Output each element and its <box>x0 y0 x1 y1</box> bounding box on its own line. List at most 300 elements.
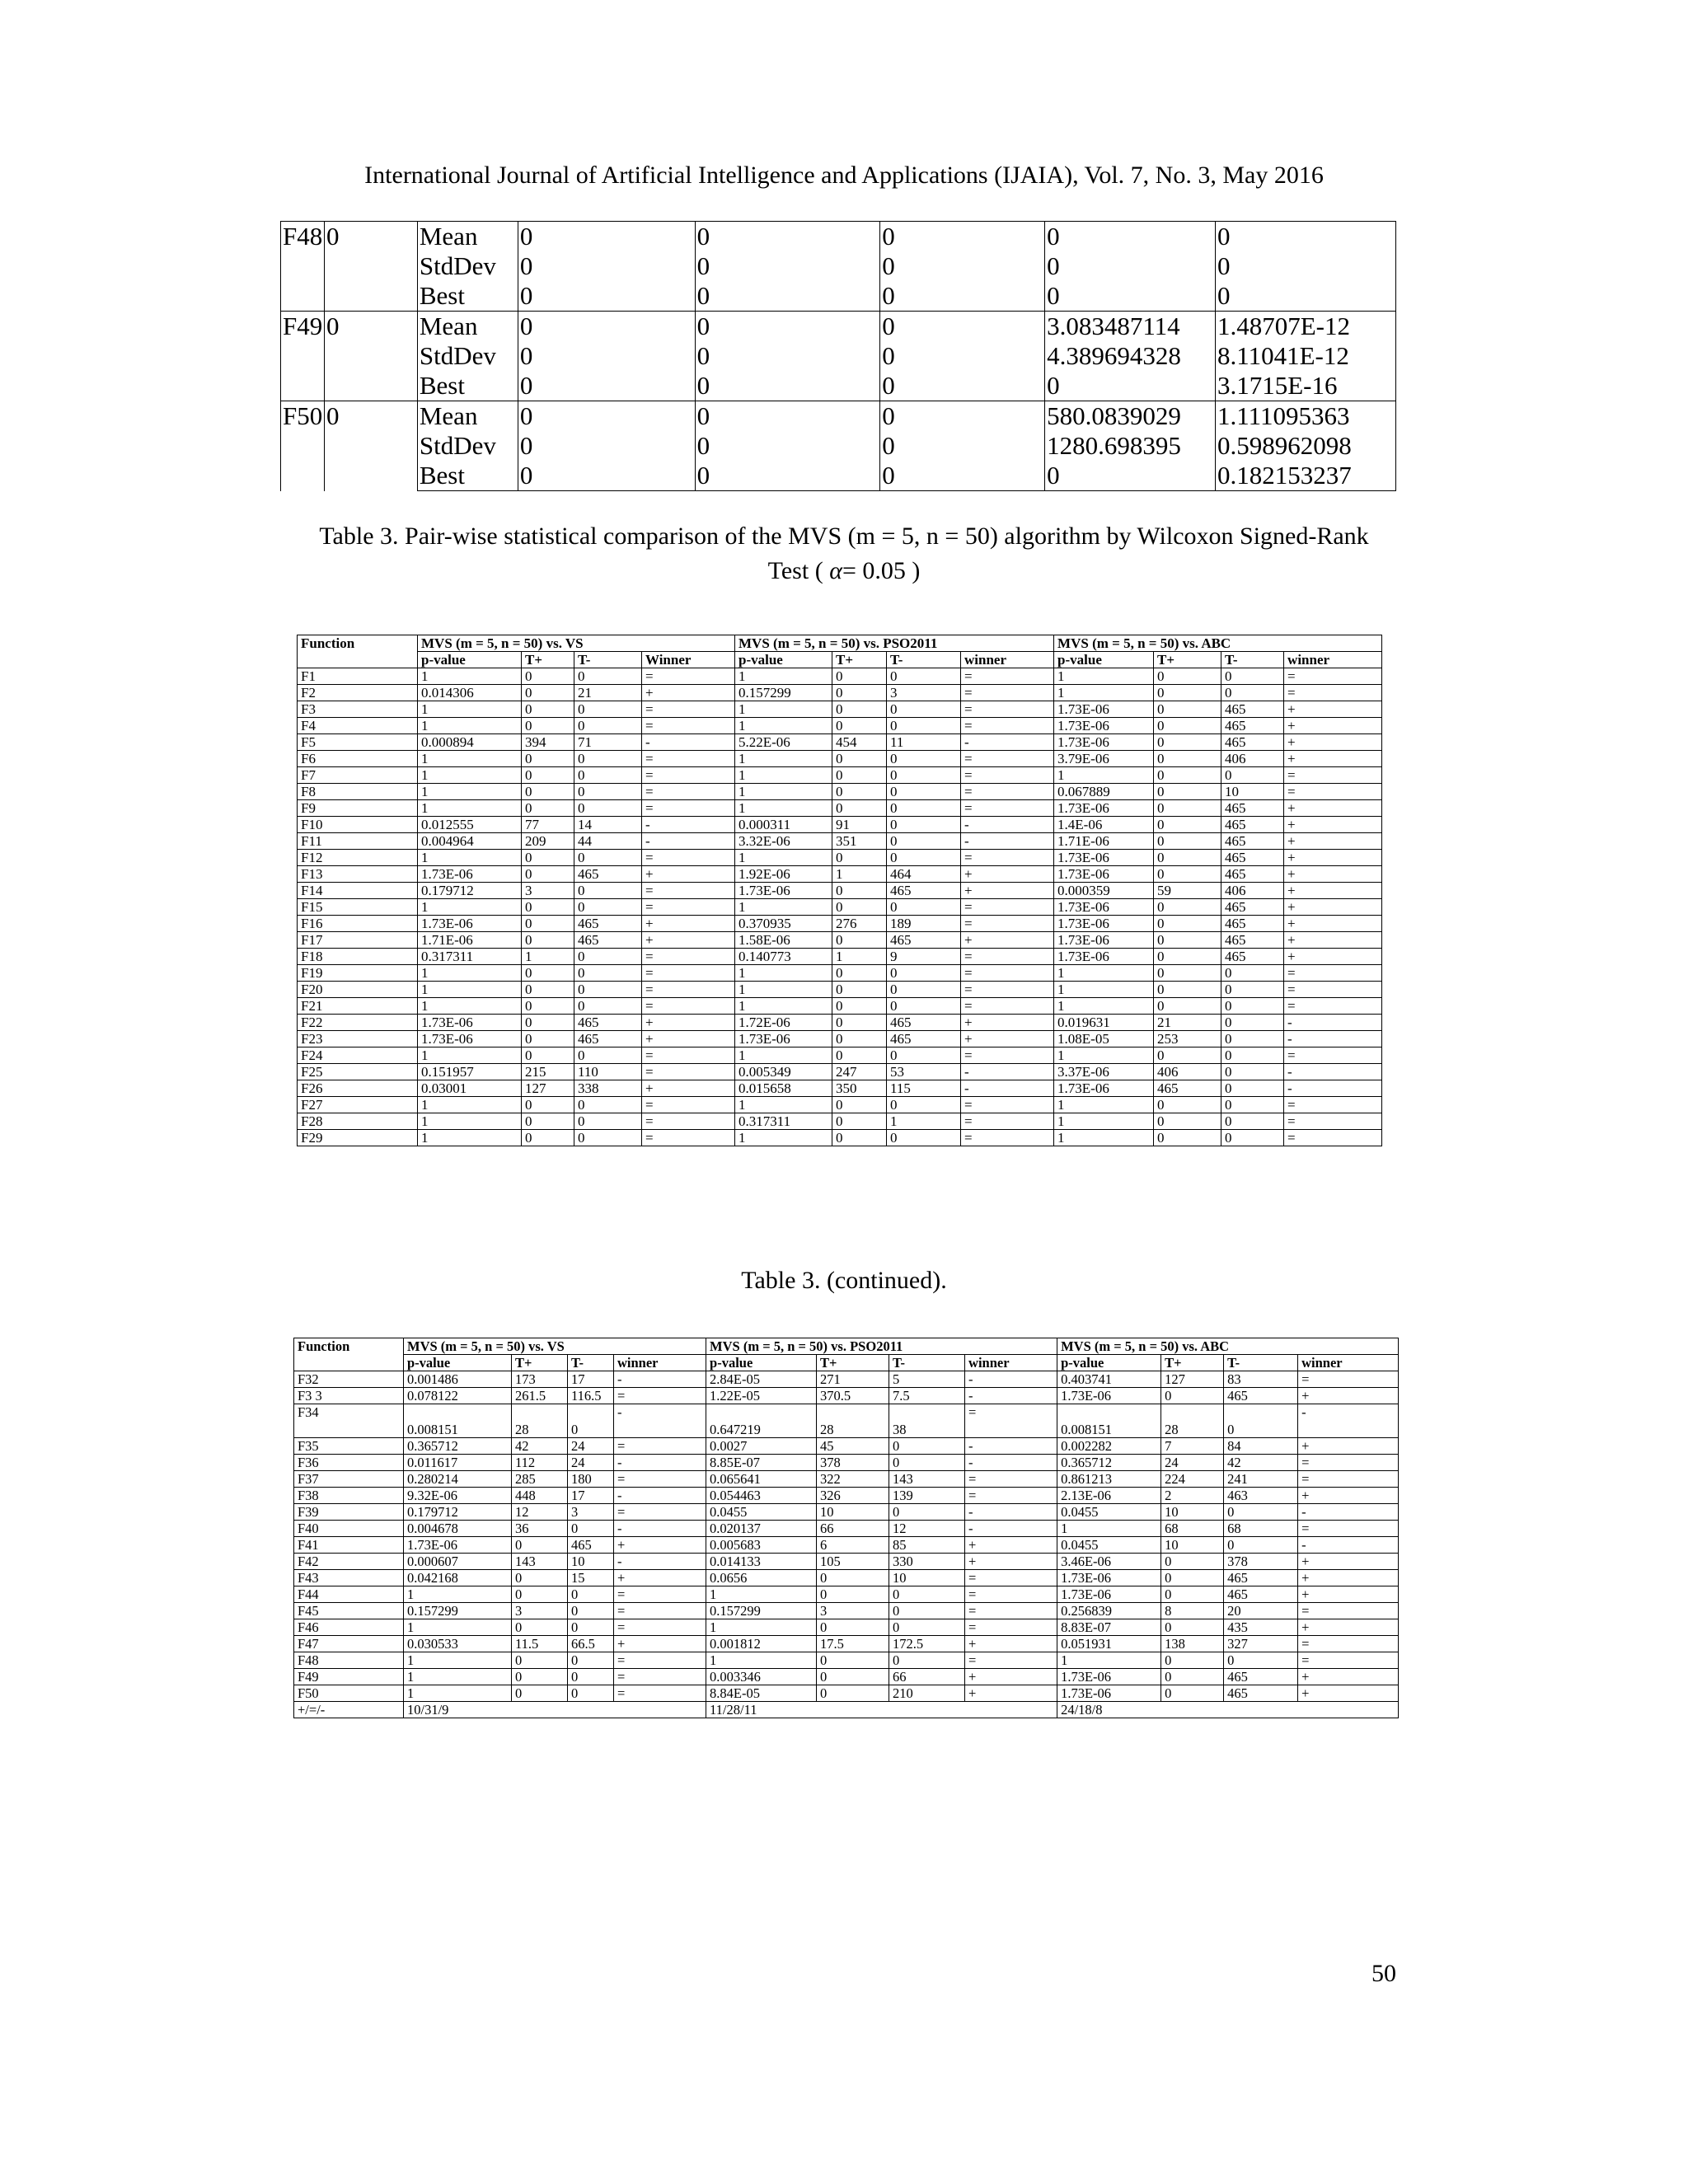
table-row <box>294 1521 1399 1537</box>
column-group-header: MVS (m = 5, n = 50) vs. VS <box>418 635 735 652</box>
table-cell: 0 <box>512 1685 568 1702</box>
table-row <box>298 833 1382 850</box>
table-row <box>294 1471 1399 1488</box>
table-cell: 406 <box>1221 751 1284 767</box>
table-cell: 11.5 <box>512 1636 568 1652</box>
function-cell: F48 <box>294 1652 404 1669</box>
function-cell: F29 <box>298 1130 418 1146</box>
table-row <box>298 998 1382 1015</box>
table-cell: - <box>614 1488 706 1504</box>
table-cell: 0 <box>1221 1047 1284 1064</box>
table-cell: 465 <box>574 1031 642 1047</box>
table-row <box>298 916 1382 932</box>
stat-label: Best <box>417 371 518 401</box>
table-cell: 465 <box>574 1015 642 1031</box>
function-cell: F10 <box>298 817 418 833</box>
results-row <box>281 341 1396 371</box>
table-cell: 0.030533 <box>404 1636 512 1652</box>
table-cell: 0.014133 <box>706 1554 817 1570</box>
table-cell: 0.256839 <box>1057 1603 1161 1619</box>
table-cell: 0 <box>832 982 887 998</box>
table-row <box>294 1371 1399 1388</box>
table-cell: 448 <box>512 1488 568 1504</box>
table-cell: - <box>614 1455 706 1471</box>
caption-line2 <box>0 554 1688 588</box>
table-cell: 0 <box>889 1652 965 1669</box>
table-cell: - <box>961 1080 1054 1097</box>
table-cell: 0.000894 <box>418 734 522 751</box>
function-cell: F42 <box>294 1554 404 1570</box>
table-cell: 0 <box>832 1031 887 1047</box>
table-cell: = <box>614 1669 706 1685</box>
function-cell: F45 <box>294 1603 404 1619</box>
table-cell: 0 <box>1154 949 1221 965</box>
table-cell: 21 <box>1154 1015 1221 1031</box>
table-row <box>298 883 1382 899</box>
table-cell: 7 <box>1161 1438 1224 1455</box>
caption-line1: Table 3. Pair-wise statistical comparison of the MVS (m = 5, n = 50) algorithm by Wilcoxon Signed-Rank <box>319 523 1369 550</box>
table-cell: 0.365712 <box>404 1438 512 1455</box>
table-cell: 463 <box>1224 1488 1298 1504</box>
table-cell: 271 <box>817 1371 889 1388</box>
table-cell: + <box>1284 833 1382 850</box>
table-cell: = <box>1298 1652 1399 1669</box>
table-cell: 0 <box>512 1537 568 1554</box>
table-cell: = <box>614 1652 706 1669</box>
table-cell: 465 <box>1224 1388 1298 1404</box>
table-cell: + <box>1284 883 1382 899</box>
stat-value: 0 <box>695 401 880 432</box>
table-cell: 465 <box>1221 734 1284 751</box>
function-cell: F1 <box>298 668 418 685</box>
column-header: T+ <box>1161 1355 1224 1371</box>
table-cell: = <box>1284 1113 1382 1130</box>
table-cell: = <box>965 1619 1057 1636</box>
table-row <box>298 767 1382 784</box>
table-row <box>298 1097 1382 1113</box>
table-cell: 66.5 <box>568 1636 614 1652</box>
table-cell: = <box>642 1113 735 1130</box>
function-cell: F27 <box>298 1097 418 1113</box>
table-cell: 1 <box>418 998 522 1015</box>
function-cell: F28 <box>298 1113 418 1130</box>
table-cell: 0 <box>1224 1652 1298 1669</box>
table-cell: + <box>961 1031 1054 1047</box>
table-cell: 127 <box>522 1080 574 1097</box>
table-cell: 0.0455 <box>1057 1537 1161 1554</box>
table-cell: 465 <box>1221 932 1284 949</box>
table-cell: 0 <box>522 1130 574 1146</box>
table-cell: 77 <box>522 817 574 833</box>
stat-value: 1.111095363 <box>1216 401 1396 432</box>
table-cell: 1 <box>404 1669 512 1685</box>
table-cell: 1 <box>404 1652 512 1669</box>
table-cell: 17.5 <box>817 1636 889 1652</box>
stat-value: 4.389694328 <box>1045 341 1216 371</box>
function-cell: F18 <box>298 949 418 965</box>
table-cell: 1.73E-06 <box>1054 850 1154 866</box>
stat-value: 0 <box>695 312 880 342</box>
table-cell: 0 <box>522 866 574 883</box>
table-cell: 1 <box>1054 1047 1154 1064</box>
table-cell: 464 <box>887 866 961 883</box>
function-cell: F11 <box>298 833 418 850</box>
table-cell: + <box>965 1669 1057 1685</box>
table-cell: = <box>965 1471 1057 1488</box>
table-cell: 465 <box>1221 916 1284 932</box>
table-cell: 0 <box>512 1619 568 1636</box>
table-cell: 0.000311 <box>735 817 832 833</box>
stat-label: StdDev <box>417 341 518 371</box>
table-cell: 0 <box>1221 767 1284 784</box>
table-cell: 0 <box>1154 965 1221 982</box>
stat-label: Mean <box>417 401 518 432</box>
table-cell: 1 <box>706 1586 817 1603</box>
table-cell: 0 <box>1221 1031 1284 1047</box>
stat-value: 0 <box>1216 251 1396 281</box>
table-cell: 0.008151 <box>404 1404 512 1438</box>
table-cell: 215 <box>522 1064 574 1080</box>
table-cell: 0 <box>889 1455 965 1471</box>
table-cell: = <box>642 883 735 899</box>
table-cell: 53 <box>887 1064 961 1080</box>
table-cell: 1.73E-06 <box>1054 701 1154 718</box>
function-cell: F24 <box>298 1047 418 1064</box>
table-cell: + <box>614 1636 706 1652</box>
summary-label: +/=/- <box>294 1702 404 1718</box>
table-cell: = <box>1284 1097 1382 1113</box>
stat-value: 0 <box>518 431 695 461</box>
table-cell: 0 <box>574 1130 642 1146</box>
stat-value: 1.48707E-12 <box>1216 312 1396 342</box>
table-cell: 0 <box>817 1685 889 1702</box>
table-cell: 0 <box>1154 833 1221 850</box>
table-row <box>294 1455 1399 1471</box>
table-cell: 1 <box>404 1586 512 1603</box>
table-cell: 276 <box>832 916 887 932</box>
table-cell: 0 <box>1154 784 1221 800</box>
table-cell: 0.317311 <box>418 949 522 965</box>
table-cell: 10 <box>1221 784 1284 800</box>
table-row <box>294 1438 1399 1455</box>
table-cell: 1 <box>832 866 887 883</box>
table-cell: 1 <box>1054 1113 1154 1130</box>
summary-row <box>294 1702 1399 1718</box>
table-cell: 10 <box>568 1554 614 1570</box>
table-cell: 1.58E-06 <box>735 932 832 949</box>
table-cell: 1 <box>404 1685 512 1702</box>
table-cell: 44 <box>574 833 642 850</box>
table-cell: 0 <box>832 1130 887 1146</box>
table-cell: 0 <box>574 1047 642 1064</box>
table-cell: 1 <box>735 1130 832 1146</box>
table-cell: 24 <box>568 1438 614 1455</box>
table-cell: 0 <box>1161 1669 1224 1685</box>
table-cell: = <box>614 1388 706 1404</box>
table-cell: 9 <box>887 949 961 965</box>
table-cell: 0 <box>1221 1113 1284 1130</box>
table-cell: 0 <box>889 1504 965 1521</box>
table-cell: 180 <box>568 1471 614 1488</box>
table-row <box>294 1619 1399 1636</box>
table-cell: 1 <box>735 1097 832 1113</box>
stat-label: Best <box>417 281 518 312</box>
table-cell: 0 <box>832 701 887 718</box>
table-cell: 0 <box>1154 982 1221 998</box>
table-cell: 285 <box>512 1471 568 1488</box>
table-cell: 0 <box>1154 817 1221 833</box>
table-row <box>294 1685 1399 1702</box>
table-cell: 1 <box>522 949 574 965</box>
table-cell: 15 <box>568 1570 614 1586</box>
table-cell: 0 <box>832 850 887 866</box>
table-cell: 24 <box>568 1455 614 1471</box>
function-cell: F17 <box>298 932 418 949</box>
table-cell: 0 <box>832 718 887 734</box>
table-cell: + <box>1298 1586 1399 1603</box>
table-cell: 0 <box>887 899 961 916</box>
header-row <box>294 1338 1399 1355</box>
stat-value: 0 <box>695 281 880 312</box>
table-cell: 0 <box>1154 1130 1221 1146</box>
table-cell: 0.365712 <box>1057 1455 1161 1471</box>
column-header: winner <box>1284 652 1382 668</box>
table-cell: 3.32E-06 <box>735 833 832 850</box>
table-cell: 1.73E-06 <box>1054 916 1154 932</box>
table-cell: = <box>965 1570 1057 1586</box>
table-cell: 406 <box>1221 883 1284 899</box>
table-cell: 1 <box>735 701 832 718</box>
table-cell: 1 <box>1057 1521 1161 1537</box>
table-cell: + <box>1284 866 1382 883</box>
table-cell: + <box>642 866 735 883</box>
function-cell: F32 <box>294 1371 404 1388</box>
function-cell: F38 <box>294 1488 404 1504</box>
table-cell: 59 <box>1154 883 1221 899</box>
table-cell: 0 <box>522 1097 574 1113</box>
table-cell: 0.001812 <box>706 1636 817 1652</box>
table-row <box>294 1488 1399 1504</box>
table-cell: = <box>961 751 1054 767</box>
table-cell: 1 <box>735 1047 832 1064</box>
table-cell: 84 <box>1224 1438 1298 1455</box>
table-cell: = <box>642 965 735 982</box>
table-cell: 465 <box>574 866 642 883</box>
table-row <box>294 1537 1399 1554</box>
table-cell: 454 <box>832 734 887 751</box>
results-row <box>281 401 1396 432</box>
table-cell: 1 <box>418 965 522 982</box>
stat-value: 0 <box>880 371 1045 401</box>
stat-value: 0 <box>518 371 695 401</box>
table-cell: 0 <box>1154 866 1221 883</box>
table-cell: 17 <box>568 1371 614 1388</box>
table-cell: 8 <box>1161 1603 1224 1619</box>
table-cell: 127 <box>1161 1371 1224 1388</box>
table-cell: 0 <box>1221 998 1284 1015</box>
table-cell: 0 <box>568 1685 614 1702</box>
table-cell: 0 <box>522 916 574 932</box>
results-row <box>281 312 1396 342</box>
function-cell: F8 <box>298 784 418 800</box>
table-cell: 1 <box>1054 982 1154 998</box>
table-cell: 465 <box>1221 866 1284 883</box>
table-cell: 1 <box>418 767 522 784</box>
stat-value: 3.083487114 <box>1045 312 1216 342</box>
table-cell: 0 <box>832 767 887 784</box>
table-cell: 0 <box>1224 1537 1298 1554</box>
table-cell: 1 <box>1054 1130 1154 1146</box>
table-cell: = <box>1284 685 1382 701</box>
table-cell: 0 <box>574 965 642 982</box>
function-cell: F14 <box>298 883 418 899</box>
table-cell: 8.83E-07 <box>1057 1619 1161 1636</box>
table-cell: 0 <box>832 1015 887 1031</box>
table-cell: 465 <box>887 1015 961 1031</box>
table-cell: 0 <box>574 883 642 899</box>
stat-label: StdDev <box>417 431 518 461</box>
table-cell: 0 <box>574 899 642 916</box>
table-row <box>298 800 1382 817</box>
table-cell: 3.37E-06 <box>1054 1064 1154 1080</box>
table-cell: 1 <box>418 1130 522 1146</box>
stat-label: Best <box>417 461 518 491</box>
table-cell: = <box>642 982 735 998</box>
table-cell: = <box>1298 1455 1399 1471</box>
table-cell: = <box>642 949 735 965</box>
column-header: T+ <box>512 1355 568 1371</box>
table-cell: 0 <box>832 784 887 800</box>
table-cell: + <box>965 1554 1057 1570</box>
table-cell: = <box>642 718 735 734</box>
table-cell: - <box>1298 1404 1399 1438</box>
table-cell: 3 <box>522 883 574 899</box>
function-cell: F40 <box>294 1521 404 1537</box>
table-cell: 0 <box>574 982 642 998</box>
summary-value: 24/18/8 <box>1057 1702 1399 1718</box>
table-cell: 1.73E-06 <box>1054 949 1154 965</box>
table-cell: 1.73E-06 <box>1054 899 1154 916</box>
table-cell: 253 <box>1154 1031 1221 1047</box>
table-cell: 0 <box>522 784 574 800</box>
table-cell: 394 <box>522 734 574 751</box>
table-cell: 0 <box>832 883 887 899</box>
table-cell: = <box>961 1097 1054 1113</box>
table3-caption <box>0 519 1688 588</box>
table-cell: 0.0027 <box>706 1438 817 1455</box>
table-cell: 0 <box>574 800 642 817</box>
table-cell: 0 <box>887 718 961 734</box>
table-cell: + <box>1284 949 1382 965</box>
table-cell: 6 <box>817 1537 889 1554</box>
table-row <box>298 899 1382 916</box>
column-header: p-value <box>735 652 832 668</box>
table-cell: = <box>961 668 1054 685</box>
function-name: F49 <box>281 312 325 401</box>
column-header: winner <box>965 1355 1057 1371</box>
table-cell: 0 <box>512 1652 568 1669</box>
table-cell: 0 <box>887 1047 961 1064</box>
table-cell: 0 <box>522 1047 574 1064</box>
table-cell: = <box>642 850 735 866</box>
table-cell: 1 <box>418 1047 522 1064</box>
table-cell: - <box>961 734 1054 751</box>
table-cell: 0.001486 <box>404 1371 512 1388</box>
table-cell: 1.22E-05 <box>706 1388 817 1404</box>
table-cell: - <box>614 1554 706 1570</box>
column-group-header: MVS (m = 5, n = 50) vs. PSO2011 <box>706 1338 1057 1355</box>
table-cell: 0 <box>574 784 642 800</box>
table-cell: 1.73E-06 <box>1054 734 1154 751</box>
table-cell: 0.012555 <box>418 817 522 833</box>
table-cell: = <box>961 784 1054 800</box>
table-cell: = <box>642 899 735 916</box>
table-cell: 0 <box>817 1652 889 1669</box>
table-cell: - <box>614 1404 706 1438</box>
table-cell: = <box>961 965 1054 982</box>
table-cell: 465 <box>1154 1080 1221 1097</box>
table-row <box>294 1504 1399 1521</box>
table-cell: 0.861213 <box>1057 1471 1161 1488</box>
table-cell: 0 <box>832 1113 887 1130</box>
subheader-row <box>298 652 1382 668</box>
table-cell: + <box>614 1570 706 1586</box>
table-cell: - <box>642 833 735 850</box>
table-cell: = <box>642 751 735 767</box>
table-cell: 0 <box>1161 1388 1224 1404</box>
table-cell: 1.73E-06 <box>1057 1685 1161 1702</box>
table-cell: 0.008151 <box>1057 1404 1161 1438</box>
table-cell: 370.5 <box>817 1388 889 1404</box>
table-cell: 0.157299 <box>735 685 832 701</box>
function-cell: F26 <box>298 1080 418 1097</box>
table-cell: 0 <box>574 1113 642 1130</box>
table-row <box>294 1669 1399 1685</box>
table-cell: 1.73E-06 <box>404 1537 512 1554</box>
column-header: p-value <box>404 1355 512 1371</box>
table-row <box>294 1603 1399 1619</box>
table-cell: - <box>965 1504 1057 1521</box>
table-cell: = <box>961 949 1054 965</box>
table-cell: 0 <box>1161 1554 1224 1570</box>
table-cell: 465 <box>1221 833 1284 850</box>
table-cell: 21 <box>574 685 642 701</box>
table-cell: 0.403741 <box>1057 1371 1161 1388</box>
table-cell: = <box>614 1586 706 1603</box>
stat-value: 0 <box>880 281 1045 312</box>
table-cell: 7.5 <box>889 1388 965 1404</box>
table-cell: + <box>961 866 1054 883</box>
table-cell: 91 <box>832 817 887 833</box>
table-cell: 0 <box>1221 1130 1284 1146</box>
table-cell: 1.73E-06 <box>418 1031 522 1047</box>
table-cell: 85 <box>889 1537 965 1554</box>
table-cell: 1 <box>418 751 522 767</box>
table-cell: 0 <box>1221 1064 1284 1080</box>
stat-value: 0 <box>1045 222 1216 252</box>
table-cell: - <box>642 734 735 751</box>
column-group-header: MVS (m = 5, n = 50) vs. ABC <box>1054 635 1382 652</box>
table-cell: 1.73E-06 <box>1054 1080 1154 1097</box>
stat-value: 0 <box>1045 281 1216 312</box>
table-cell: 36 <box>512 1521 568 1537</box>
table-cell: = <box>1284 767 1382 784</box>
table-cell: = <box>1298 1636 1399 1652</box>
table-cell: = <box>961 916 1054 932</box>
table-cell: 68 <box>1224 1521 1298 1537</box>
stat-value: 0.598962098 <box>1216 431 1396 461</box>
table-cell: 1 <box>706 1652 817 1669</box>
